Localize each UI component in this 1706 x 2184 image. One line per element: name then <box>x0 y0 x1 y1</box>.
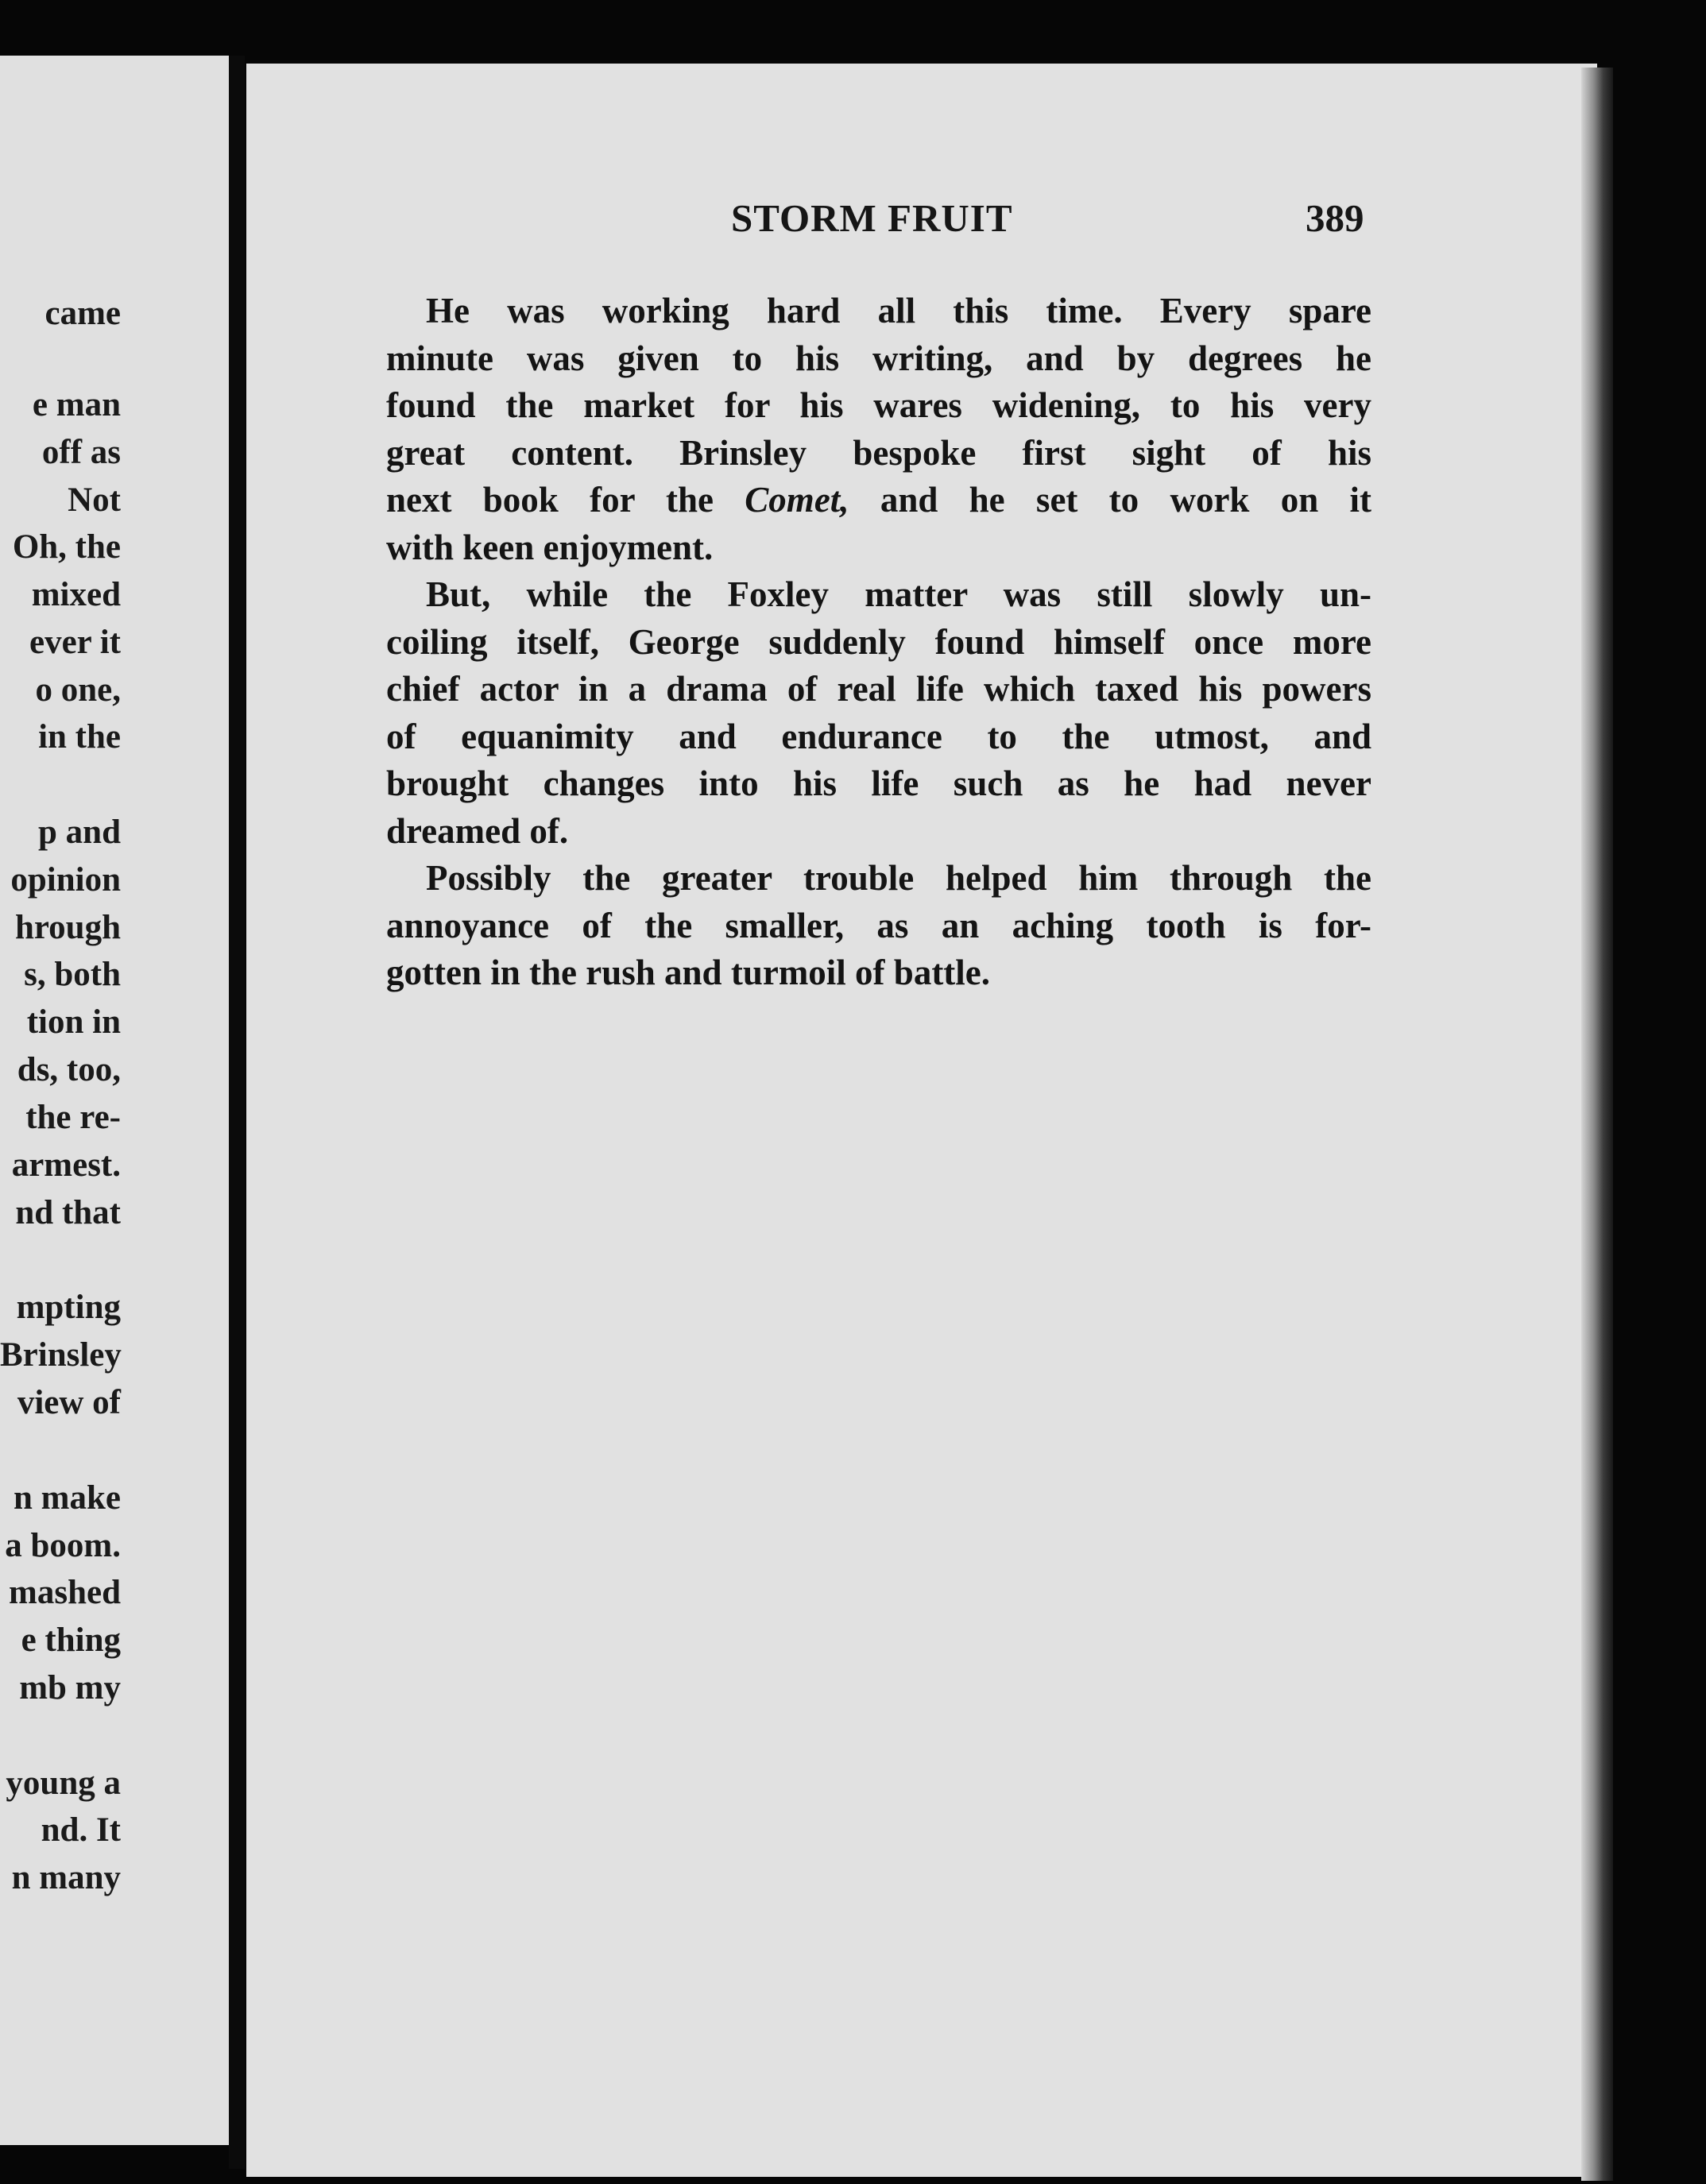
left-page-line: nd that <box>15 1194 121 1231</box>
left-page-line: n many <box>11 1859 121 1896</box>
italic-title-comet: Comet, <box>745 480 849 520</box>
left-page-line: a boom. <box>5 1527 121 1564</box>
left-page-line: mb my <box>19 1669 121 1707</box>
left-page-line: Not <box>68 481 121 519</box>
left-page-line: p and <box>38 814 121 851</box>
text-fragment: next book for the <box>386 480 714 520</box>
left-page-line: mpting <box>16 1289 121 1326</box>
left-page-line: ever it <box>29 624 121 661</box>
left-page-line: mixed <box>31 576 121 613</box>
text-line: chief actor in a drama of real life which taxed his powers <box>386 669 1371 709</box>
left-page-line: Oh, the <box>12 528 121 566</box>
left-page-line: Brinsley <box>0 1336 122 1374</box>
left-page-line: nd. It <box>41 1811 121 1849</box>
text-fragment: and he set to work on it <box>880 480 1371 520</box>
left-page-line: e thing <box>21 1622 121 1659</box>
left-page-line: s, both <box>24 956 121 993</box>
text-line: annoyance of the smaller, as an aching tooth is for- <box>386 905 1371 945</box>
left-page-line: o one, <box>35 671 121 709</box>
running-head: STORM FRUIT <box>731 196 1013 240</box>
text-line-with-italic <box>386 477 1371 524</box>
left-page-line: off as <box>41 434 121 471</box>
text-line: But, while the Foxley matter was still slowly un- <box>426 574 1371 614</box>
text-line: great content. Brinsley bespoke first sight of his <box>386 432 1371 473</box>
text-line: He was working hard all this time. Every spare <box>426 291 1371 330</box>
left-page-line: young a <box>6 1765 121 1802</box>
book-gutter <box>229 56 245 2169</box>
text-line: coiling itself, George suddenly found himself once more <box>386 621 1371 662</box>
text-line: brought changes into his life such as he had never <box>386 763 1371 803</box>
text-line: Possibly the greater trouble helped him through the <box>426 858 1371 898</box>
text-line: gotten in the rush and turmoil of battle. <box>386 953 991 992</box>
page-stack-edge <box>1581 68 1613 2181</box>
text-line: dreamed of. <box>386 810 569 851</box>
left-page-line: opinion <box>10 861 121 899</box>
left-page-line: tion in <box>26 1003 121 1041</box>
left-page-line: the re- <box>25 1099 121 1136</box>
text-line: with keen enjoyment. <box>386 527 714 567</box>
left-page-line: view of <box>17 1384 121 1421</box>
left-page-line: came <box>44 295 121 332</box>
left-page-line: ds, too, <box>17 1051 121 1088</box>
left-page-line: in the <box>38 718 121 756</box>
text-line: found the market for his wares widening, to his very <box>386 385 1371 425</box>
left-page-line: armest. <box>11 1146 121 1184</box>
left-page-line: hrough <box>14 909 121 946</box>
text-line: minute was given to his writing, and by degrees he <box>386 338 1371 378</box>
page-body <box>386 288 1371 997</box>
text-line: of equanimity and endurance to the utmost, and <box>386 716 1371 756</box>
left-page-line: n make <box>14 1479 121 1517</box>
page-number: 389 <box>1306 196 1364 240</box>
left-page-line: mashed <box>9 1574 121 1611</box>
left-page-line: e man <box>32 386 121 423</box>
